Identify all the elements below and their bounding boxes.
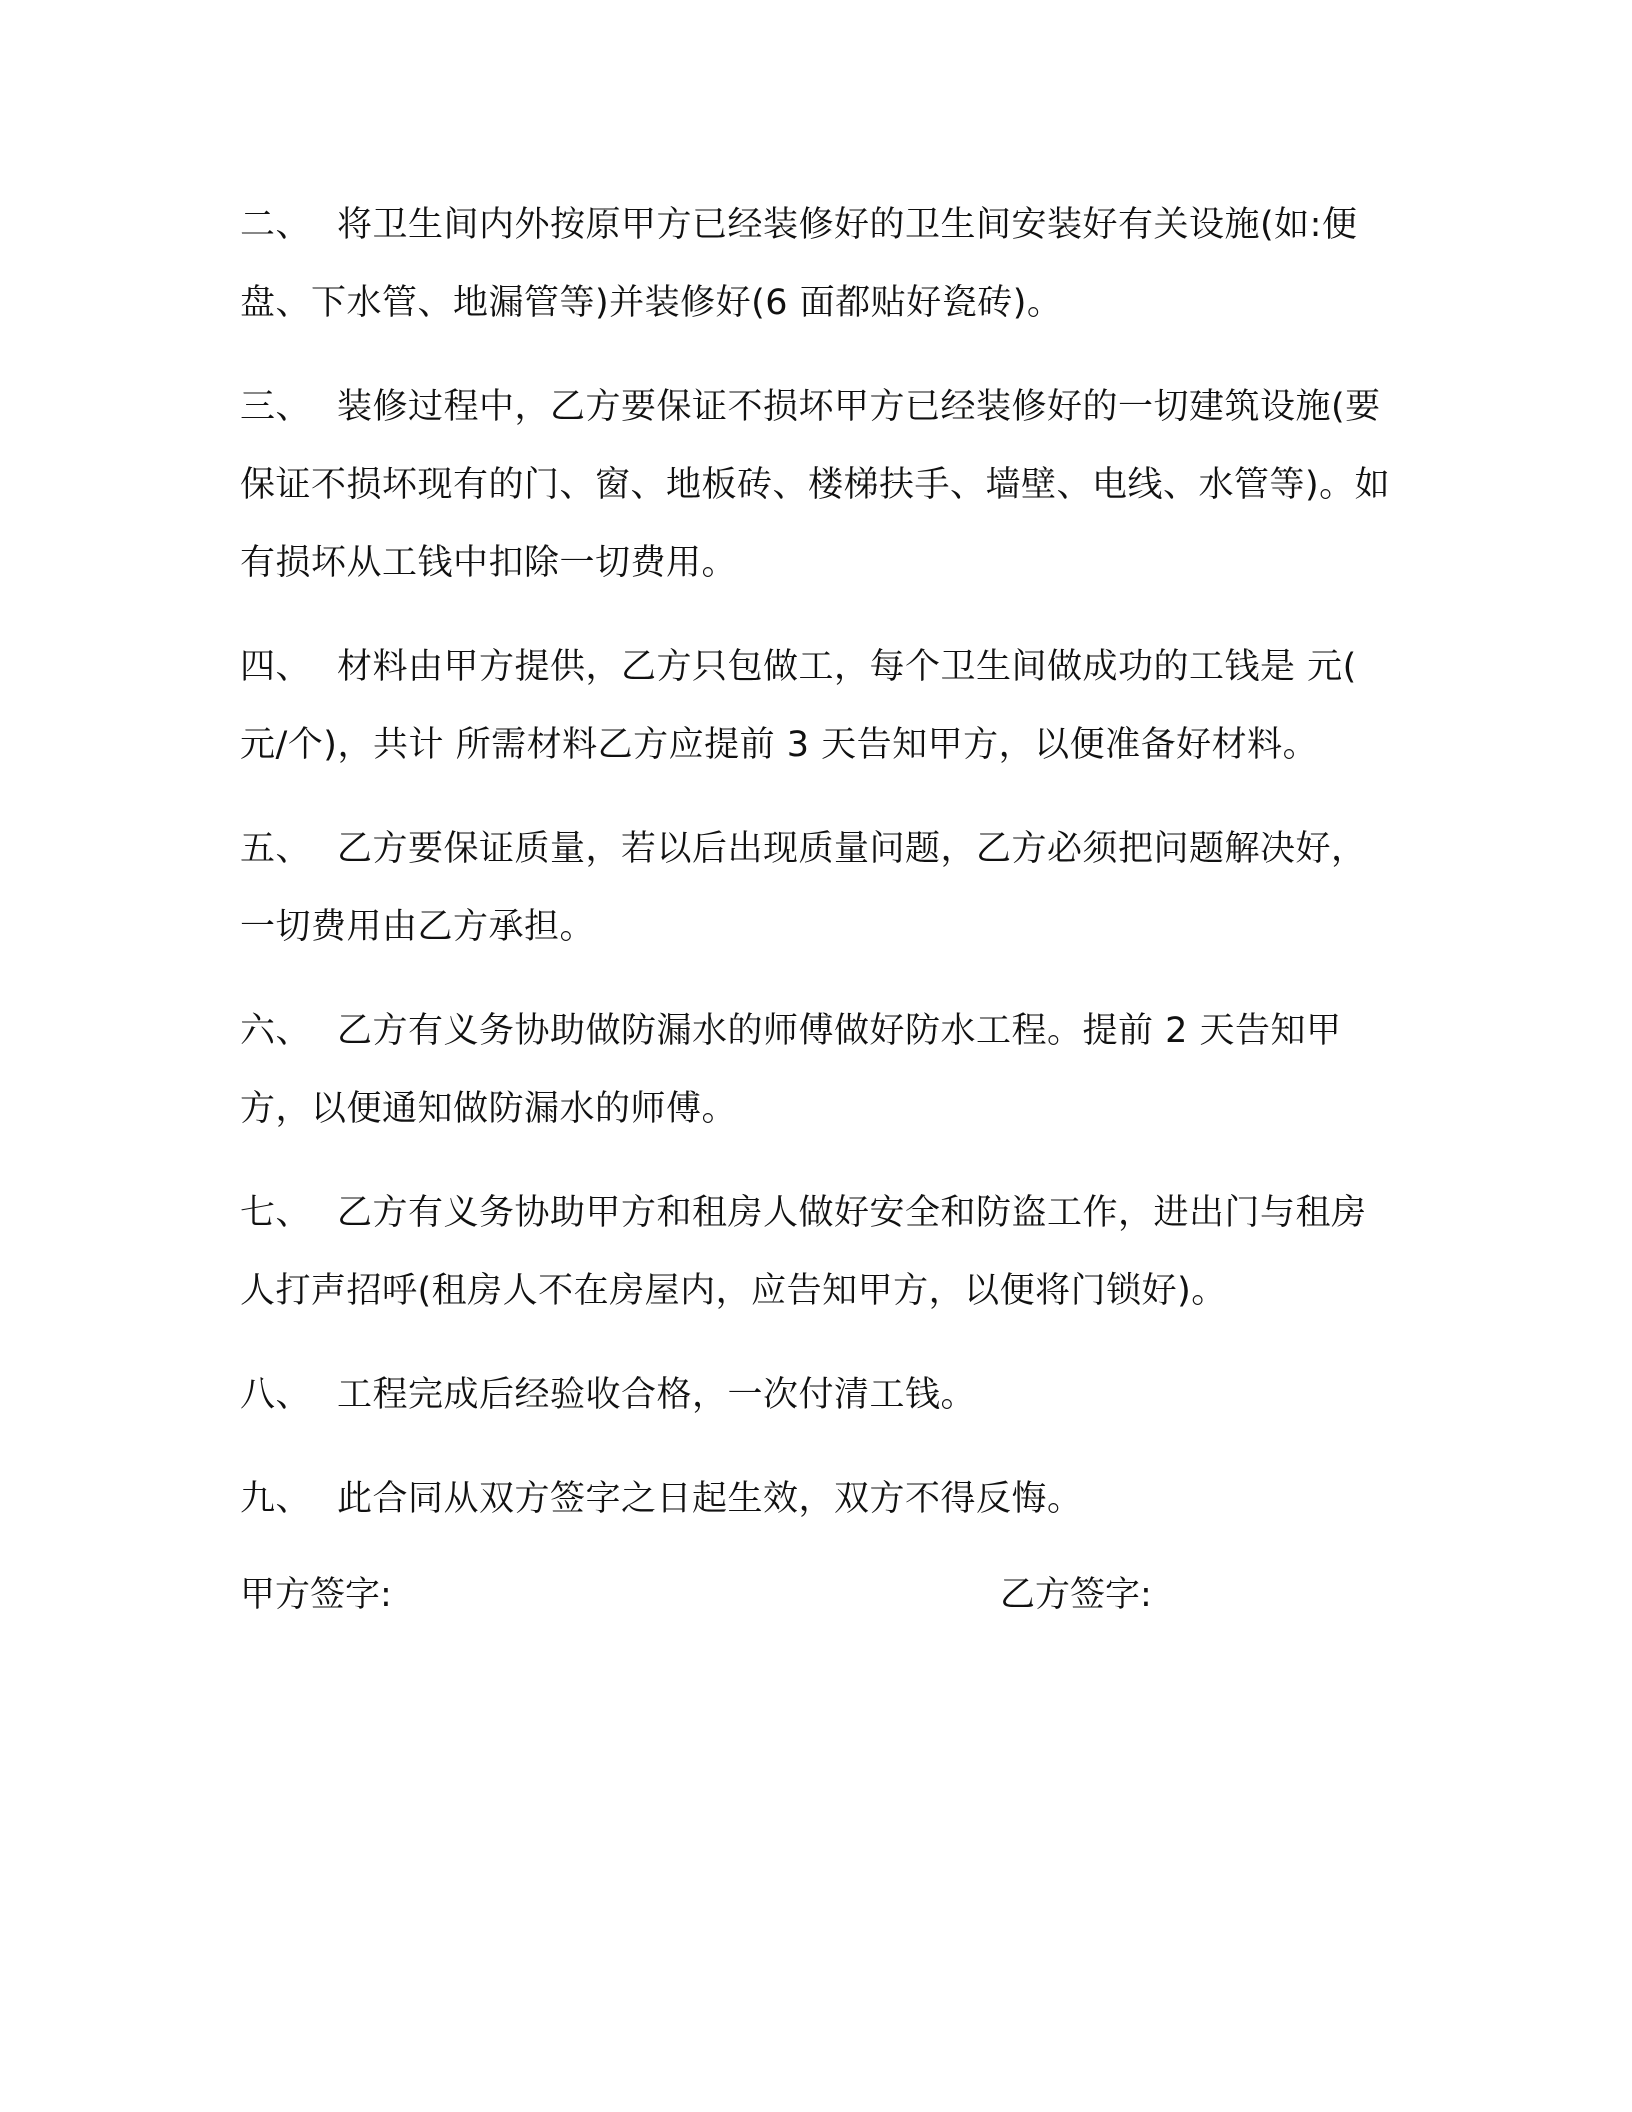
clause-number: 四、 (240, 647, 312, 687)
clause-6 (240, 992, 1400, 1148)
clause-text: 将卫生间内外按原甲方已经装修好的卫生间安装好有关设施(如:便盘、下水管、地漏管等)并装修好(6 面都贴好瓷砖)。 (240, 205, 1358, 323)
clause-text: 乙方有义务协助甲方和租房人做好安全和防盗工作，进出门与租房人打声招呼(租房人不在房屋内，应告知甲方，以便将门锁好)。 (240, 1193, 1367, 1311)
clause-3 (240, 368, 1400, 602)
clause-number: 七、 (240, 1193, 312, 1233)
clause-9 (240, 1460, 1400, 1538)
clause-number: 五、 (240, 829, 312, 869)
clause-text: 装修过程中，乙方要保证不损坏甲方已经装修好的一切建筑设施(要保证不损坏现有的门、窗、地板砖、楼梯扶手、墙壁、电线、水管等)。如有损坏从工钱中扣除一切费用。 (240, 387, 1391, 583)
clause-number: 六、 (240, 1011, 312, 1051)
clause-text: 材料由甲方提供，乙方只包做工，每个卫生间做成功的工钱是 元( 元/个)，共计 所需材料乙方应提前 3 天告知甲方，以便准备好材料。 (240, 647, 1357, 765)
contract-clauses (240, 186, 1400, 1564)
clause-number: 二、 (240, 205, 312, 245)
signature-block (240, 1556, 1400, 1634)
clause-5 (240, 810, 1400, 966)
clause-2 (240, 186, 1400, 342)
clause-number: 九、 (240, 1479, 312, 1519)
clause-text: 此合同从双方签字之日起生效，双方不得反悔。 (337, 1479, 1083, 1519)
clause-text: 乙方有义务协助做防漏水的师傅做好防水工程。提前 2 天告知甲方，以便通知做防漏水的师傅。 (240, 1011, 1342, 1129)
clause-8 (240, 1356, 1400, 1434)
clause-7 (240, 1174, 1400, 1330)
party-a-signature-label: 甲方签字: (240, 1575, 392, 1615)
party-b-signature-label: 乙方签字: (1000, 1575, 1152, 1615)
clause-text: 工程完成后经验收合格，一次付清工钱。 (337, 1375, 977, 1415)
clause-number: 三、 (240, 387, 312, 427)
clause-text: 乙方要保证质量，若以后出现质量问题，乙方必须把问题解决好，一切费用由乙方承担。 (240, 829, 1367, 947)
clause-number: 八、 (240, 1375, 312, 1415)
clause-4 (240, 628, 1400, 784)
